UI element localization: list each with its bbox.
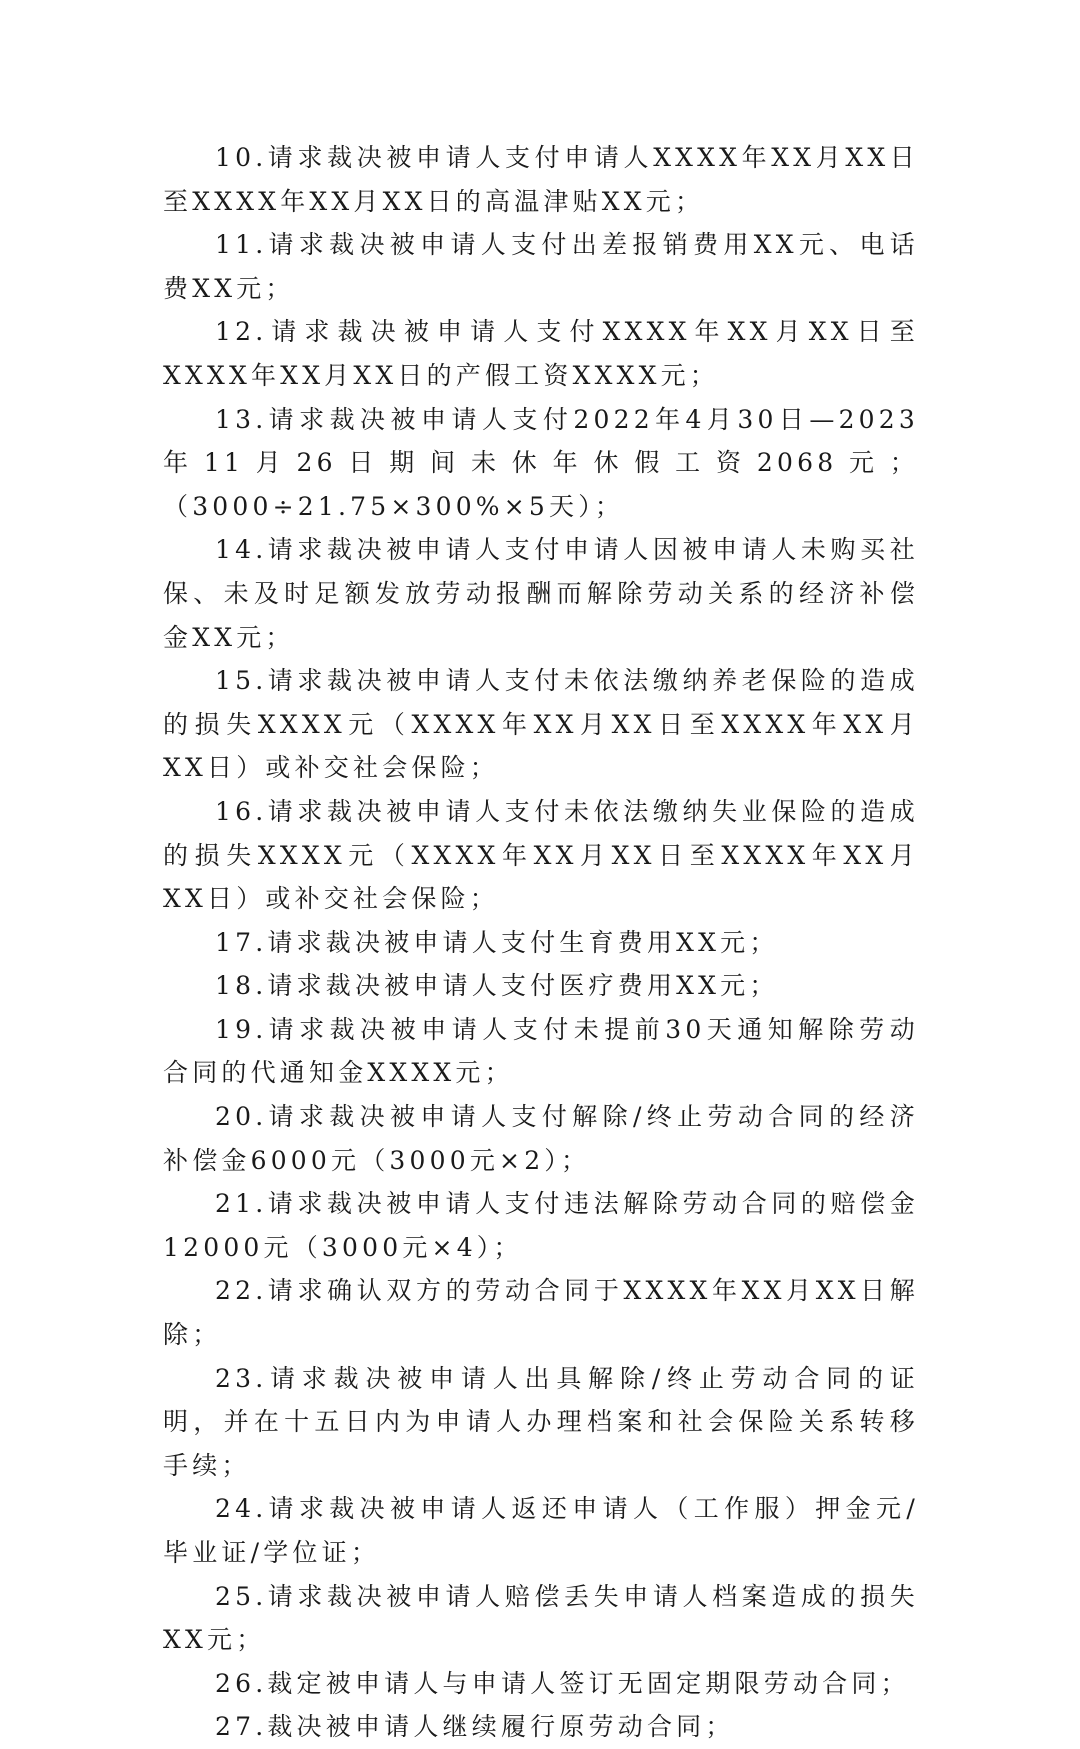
claim-item-15: 15.请求裁决被申请人支付未依法缴纳养老保险的造成的损失XXXX元（XXXX年XX月XX日至XXXX年XX月XX日）或补交社会保险；	[163, 666, 919, 783]
claim-item-23: 23.请求裁决被申请人出具解除/终止劳动合同的证明，并在十五日内为申请人办理档案和社会保险关系转移手续；	[163, 1363, 919, 1480]
claim-item-26: 26.裁定被申请人与申请人签订无固定期限劳动合同；	[215, 1668, 910, 1698]
claim-item-14: 14.请求裁决被申请人支付申请人因被申请人未购买社保、未及时足额发放劳动报酬而解除劳动关系的经济补偿金XX元；	[163, 535, 919, 652]
claim-item-27: 27.裁决被申请人继续履行原劳动合同；	[215, 1712, 735, 1742]
claim-item-18: 18.请求裁决被申请人支付医疗费用XX元；	[215, 971, 779, 1001]
claim-item-16: 16.请求裁决被申请人支付未依法缴纳失业保险的造成的损失XXXX元（XXXX年XX月XX日至XXXX年XX月XX日）或补交社会保险；	[163, 796, 919, 914]
claim-item-10: 10.请求裁决被申请人支付申请人XXXX年XX月XX日至XXXX年XX月XX日的高温津贴XX元；	[163, 143, 919, 216]
claim-item-17: 17.请求裁决被申请人支付生育费用XX元；	[215, 927, 779, 957]
claim-item-25: 25.请求裁决被申请人赔偿丢失申请人档案造成的损失XX元；	[163, 1581, 919, 1655]
claim-item-21: 21.请求裁决被申请人支付违法解除劳动合同的赔偿金12000元（3000元×4）；	[163, 1189, 919, 1262]
claim-item-12: 12.请求裁决被申请人支付XXXX年XX月XX日至XXXX年XX月XX日的产假工资XXXX元；	[163, 317, 919, 390]
claim-item-24: 24.请求裁决被申请人返还申请人（工作服）押金元/毕业证/学位证；	[163, 1494, 919, 1567]
claim-item-11: 11.请求裁决被申请人支付出差报销费用XX元、电话费XX元；	[163, 230, 919, 303]
claim-item-19: 19.请求裁决被申请人支付未提前30天通知解除劳动合同的代通知金XXXX元；	[163, 1014, 919, 1088]
claim-item-20: 20.请求裁决被申请人支付解除/终止劳动合同的经济补偿金6000元（3000元×2）；	[163, 1102, 919, 1175]
claim-item-13: 13.请求裁决被申请人支付2022年4月30日—2023年11月26日期间未休年休假工资2068元；（3000÷21.75×300%×5天）；	[163, 404, 919, 521]
claims-list	[163, 136, 919, 1749]
claim-item-22: 22.请求确认双方的劳动合同于XXXX年XX月XX日解除；	[163, 1276, 919, 1350]
